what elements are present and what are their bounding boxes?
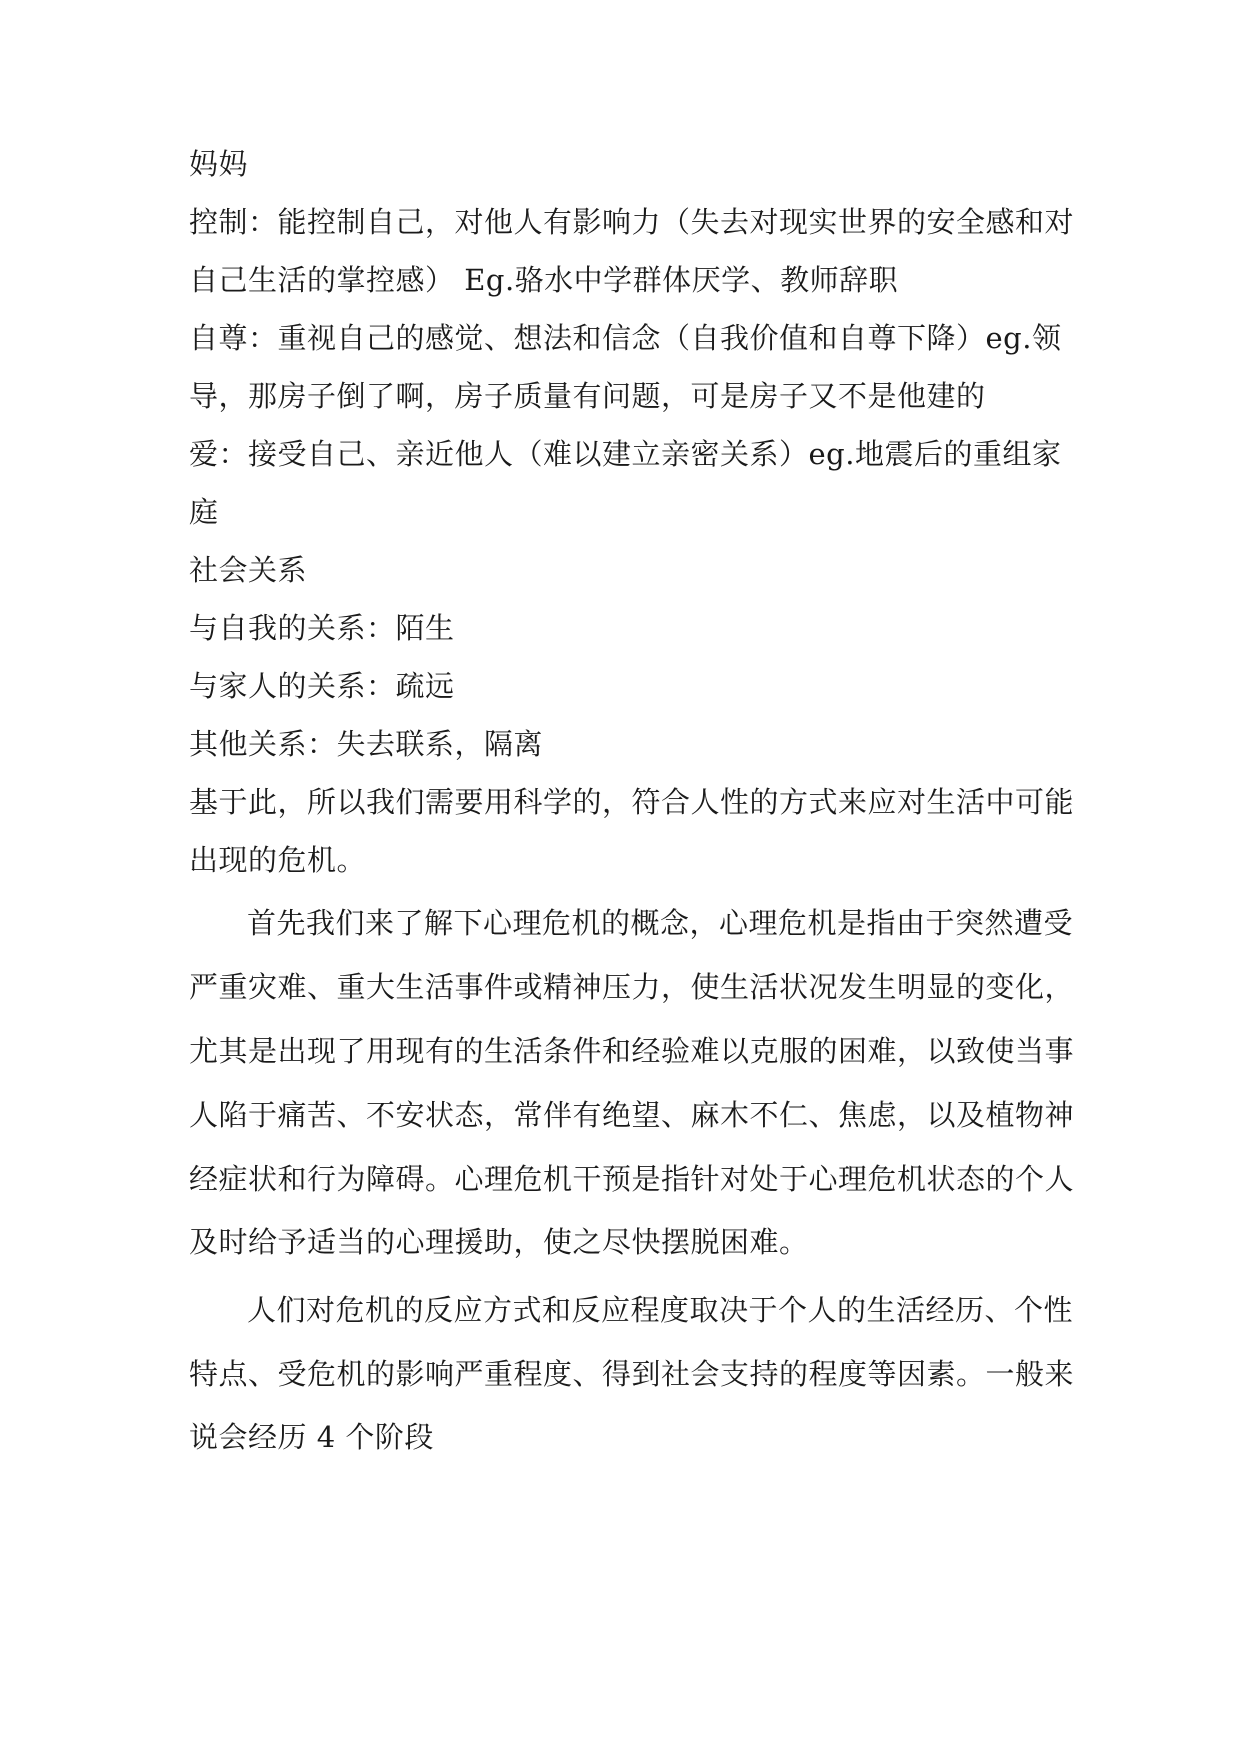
text-line: 庭	[189, 495, 219, 529]
text-line: 出现的危机。	[189, 843, 367, 877]
text-line: 基于此，所以我们需要用科学的，符合人性的方式来应对生活中可能	[189, 785, 1075, 819]
paragraph-first-line: 人们对危机的反应方式和反应程度取决于个人的生活经历、个性	[247, 1293, 1074, 1327]
text-line: 与自我的关系：陌生	[189, 611, 455, 645]
text-line: 爱：接受自己、亲近他人（难以建立亲密关系）eg.地震后的重组家	[189, 437, 1062, 471]
text-line: 妈妈	[189, 147, 249, 181]
text-line: 严重灾难、重大生活事件或精神压力，使生活状况发生明显的变化，	[189, 970, 1075, 1004]
text-line: 与家人的关系：疏远	[189, 669, 455, 703]
text-line: 人陷于痛苦、不安状态，常伴有绝望、麻木不仁、焦虑，以及植物神	[189, 1098, 1075, 1132]
text-line: 自己生活的掌控感） Eg.骆水中学群体厌学、教师辞职	[189, 263, 899, 297]
text-line: 特点、受危机的影响严重程度、得到社会支持的程度等因素。一般来	[189, 1357, 1075, 1391]
text-line: 自尊：重视自己的感觉、想法和信念（自我价值和自尊下降）eg.领	[189, 321, 1062, 355]
text-line: 其他关系：失去联系，隔离	[189, 727, 544, 761]
text-line: 控制：能控制自己，对他人有影响力（失去对现实世界的安全感和对	[189, 205, 1075, 239]
section-heading: 社会关系	[189, 553, 308, 587]
text-line: 尤其是出现了用现有的生活条件和经验难以克服的困难，以致使当事	[189, 1034, 1075, 1068]
text-line: 说会经历 4 个阶段	[189, 1420, 434, 1454]
text-line: 及时给予适当的心理援助，使之尽快摆脱困难。	[189, 1225, 809, 1259]
paragraph-first-line: 首先我们来了解下心理危机的概念，心理危机是指由于突然遭受	[247, 906, 1074, 940]
text-line: 经症状和行为障碍。心理危机干预是指针对处于心理危机状态的个人	[189, 1162, 1075, 1196]
text-line: 导，那房子倒了啊，房子质量有问题，可是房子又不是他建的	[189, 379, 986, 413]
